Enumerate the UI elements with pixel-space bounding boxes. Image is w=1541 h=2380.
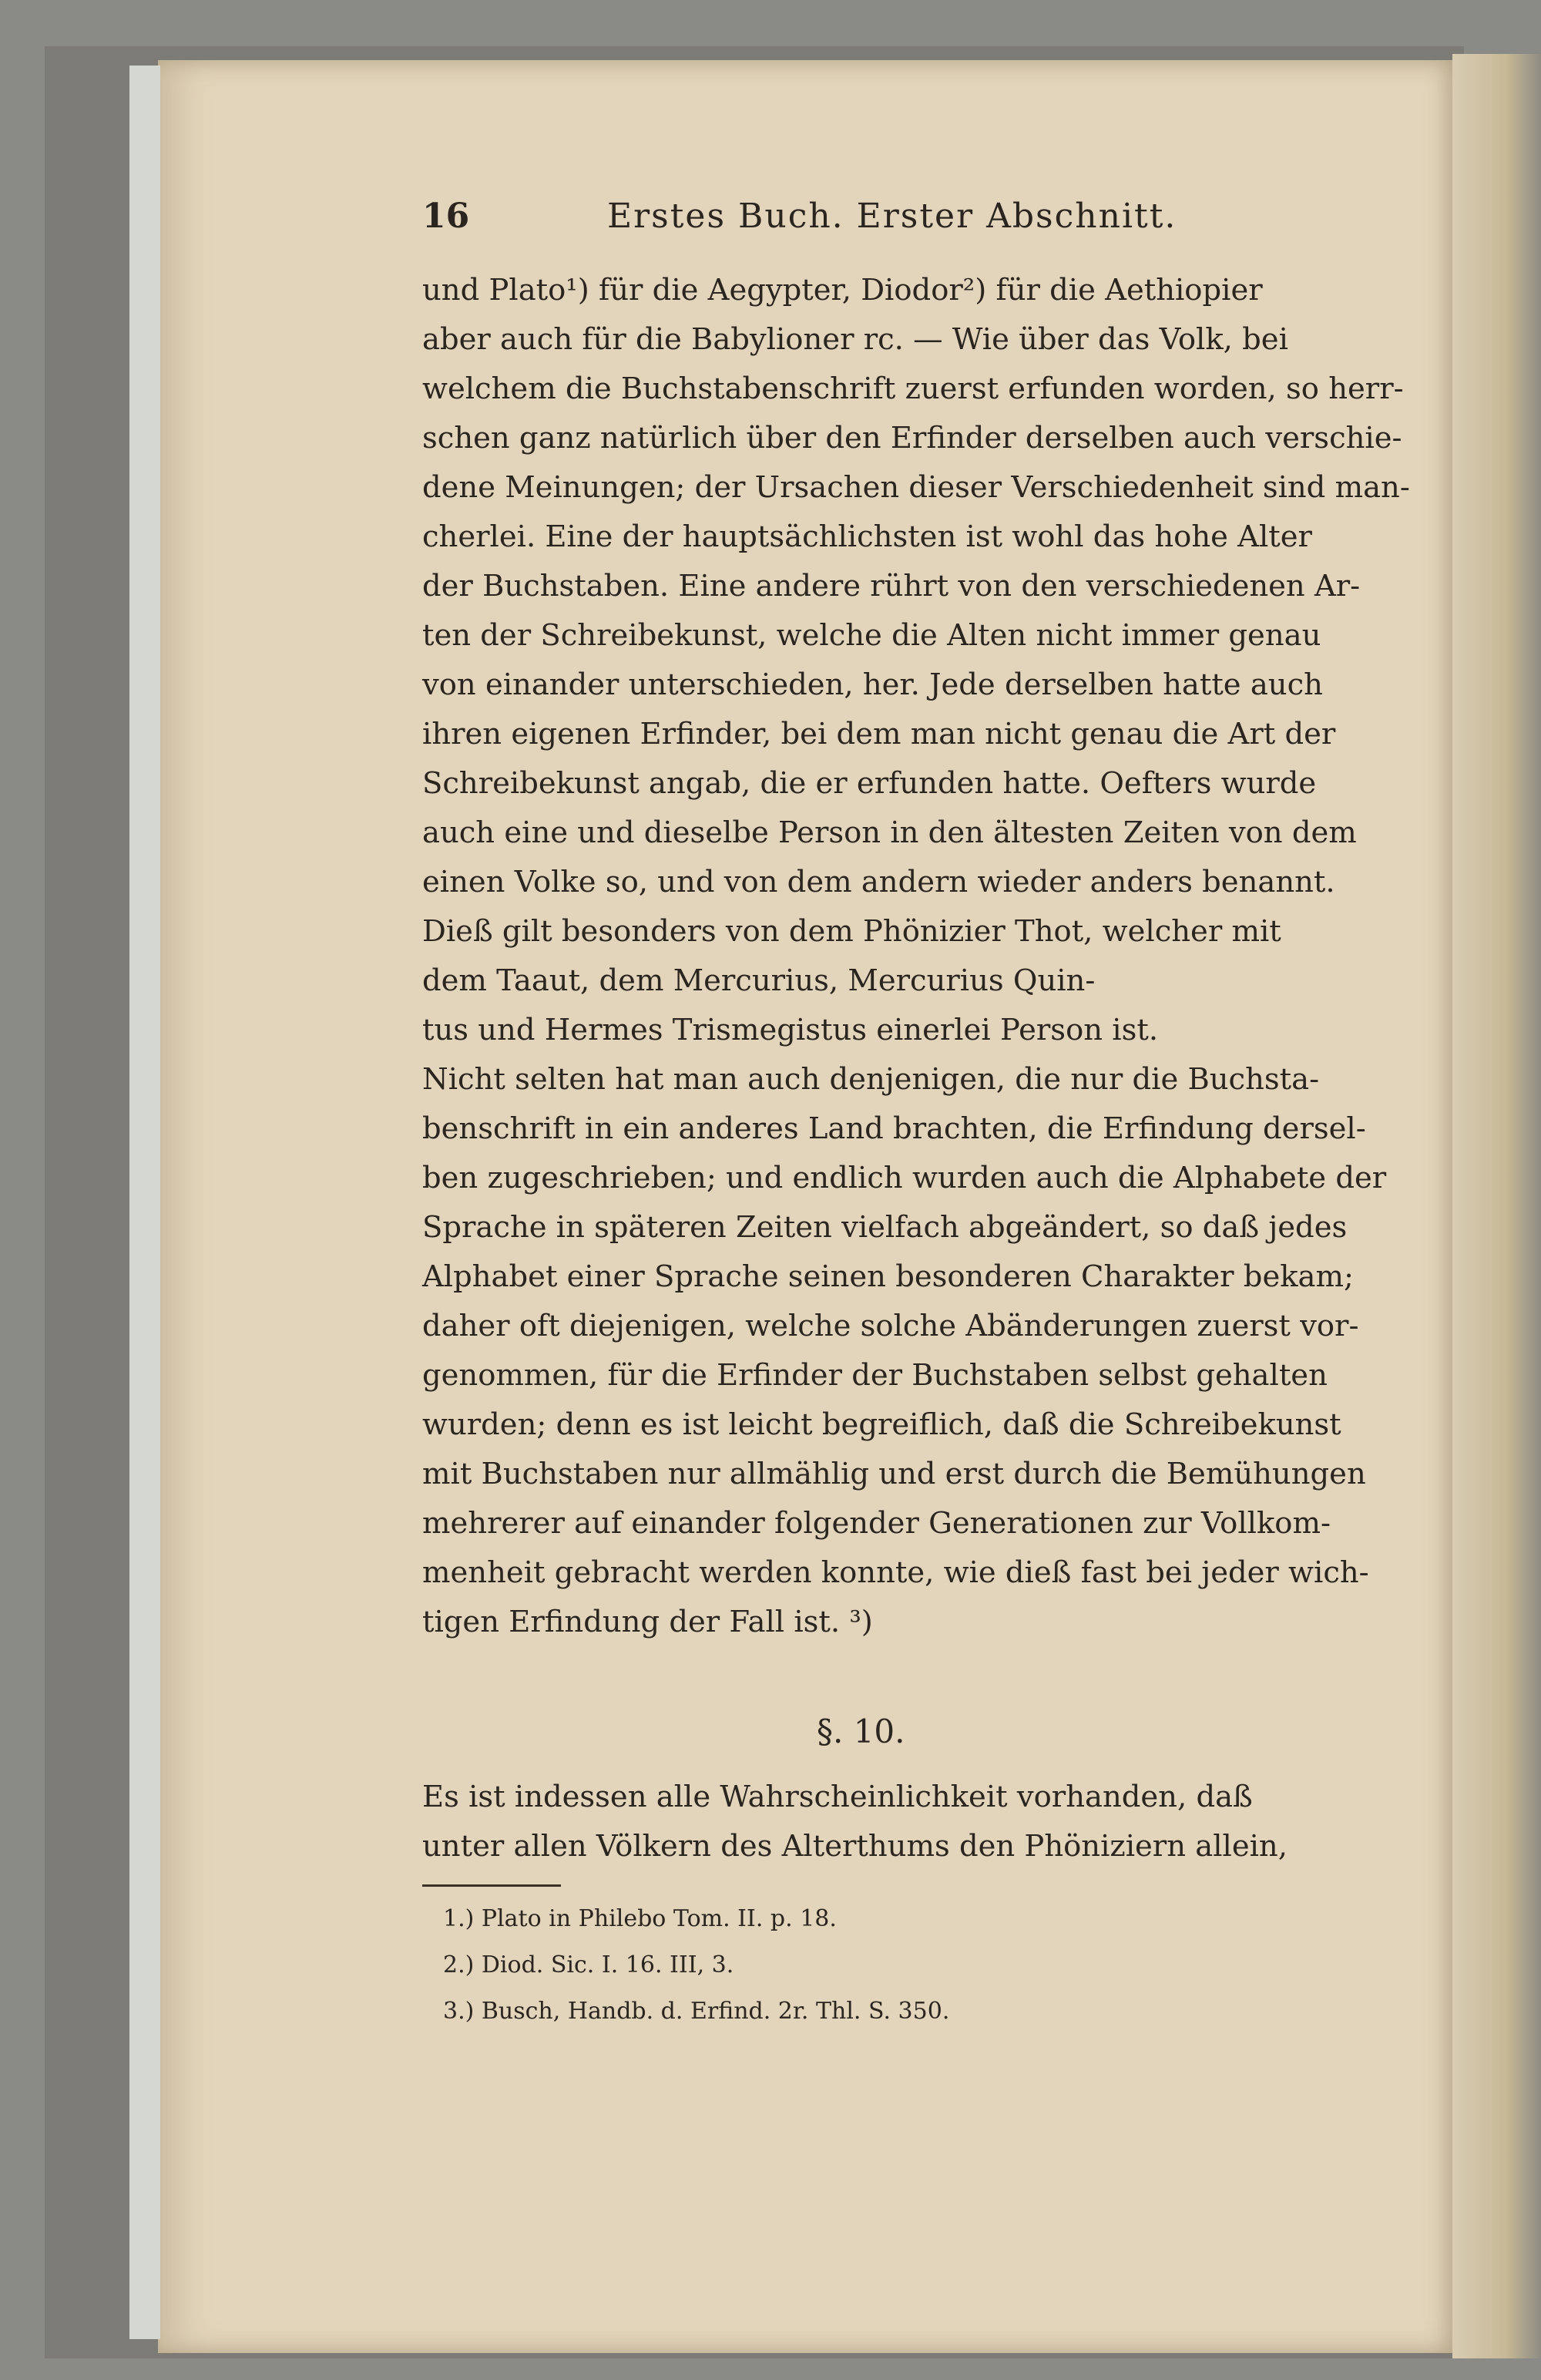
running-title: Erstes Buch. Erster Abschnitt. xyxy=(607,197,1177,236)
text-line: einen Volke so, und von dem andern wieder anders benannt. xyxy=(422,865,1335,899)
text-line: unter allen Völkern des Alterthums den Phöniziern allein, xyxy=(422,1829,1288,1864)
text-line: auch eine und dieselbe Person in den ältesten Zeiten von dem xyxy=(422,815,1357,850)
text-line: ihren eigenen Erfinder, bei dem man nicht genau die Art der xyxy=(422,717,1336,751)
text-line: aber auch für die Babylioner rc. — Wie über das Volk, bei xyxy=(422,322,1288,357)
text-line: ben zugeschrieben; und endlich wurden auch die Alphabete der xyxy=(422,1161,1387,1195)
text-line: tus und Hermes Trismegistus einerlei Person ist. xyxy=(422,1013,1159,1047)
text-line: benschrift in ein anderes Land brachten, die Erfindung dersel- xyxy=(422,1111,1366,1146)
text-line: cherlei. Eine der hauptsächlichsten ist wohl das hohe Alter xyxy=(422,519,1312,554)
text-line: schen ganz natürlich über den Erfinder derselben auch verschie- xyxy=(422,421,1402,455)
text-line: welchem die Buchstabenschrift zuerst erfunden worden, so herr- xyxy=(422,371,1404,406)
text-line: wurden; denn es ist leicht begreiflich, daß die Schreibekunst xyxy=(422,1407,1341,1442)
text-line: dem Taaut, dem Mercurius, Mercurius Quin- xyxy=(422,963,1096,998)
text-line: menheit gebracht werden konnte, wie dieß fast bei jeder wich- xyxy=(422,1555,1369,1590)
facing-page-edge xyxy=(1452,54,1541,2358)
footnote: 1.) Plato in Philebo Tom. II. p. 18. xyxy=(443,1905,837,1932)
text-line: der Buchstaben. Eine andere rührt von den verschiedenen Ar- xyxy=(422,569,1361,603)
text-line: Dieß gilt besonders von dem Phönizier Thot, welcher mit xyxy=(422,914,1281,949)
spine-strip xyxy=(129,66,160,2339)
text-line: und Plato¹) für die Aegypter, Diodor²) für die Aethiopier xyxy=(422,273,1263,308)
text-line: daher oft diejenigen, welche solche Abänderungen zuerst vor- xyxy=(422,1309,1359,1343)
section-mark: §. 10. xyxy=(817,1713,905,1750)
footnote: 2.) Diod. Sic. I. 16. III, 3. xyxy=(443,1951,734,1978)
text-line: von einander unterschieden, her. Jede derselben hatte auch xyxy=(422,667,1323,702)
text-line: Es ist indessen alle Wahrscheinlichkeit vorhanden, daß xyxy=(422,1780,1253,1814)
text-line: Alphabet einer Sprache seinen besonderen Charakter bekam; xyxy=(422,1259,1354,1294)
footnote: 3.) Busch, Handb. d. Erfind. 2r. Thl. S. 350. xyxy=(443,1998,950,2025)
text-line: ten der Schreibekunst, welche die Alten nicht immer genau xyxy=(422,618,1321,653)
text-line: mit Buchstaben nur allmählig und erst durch die Bemühungen xyxy=(422,1457,1366,1491)
footnote-rule xyxy=(422,1884,561,1887)
text-line: tigen Erfindung der Fall ist. ³) xyxy=(422,1605,873,1639)
text-line: Nicht selten hat man auch denjenigen, die nur die Buchsta- xyxy=(422,1062,1320,1097)
text-line: mehrerer auf einander folgender Generationen zur Vollkom- xyxy=(422,1506,1331,1541)
text-line: Schreibekunst angab, die er erfunden hatte. Oefters wurde xyxy=(422,766,1317,801)
text-line: dene Meinungen; der Ursachen dieser Verschiedenheit sind man- xyxy=(422,470,1410,505)
text-line: Sprache in späteren Zeiten vielfach abgeändert, so daß jedes xyxy=(422,1210,1348,1245)
page-number: 16 xyxy=(422,197,470,236)
text-line: genommen, für die Erfinder der Buchstaben selbst gehalten xyxy=(422,1358,1328,1393)
